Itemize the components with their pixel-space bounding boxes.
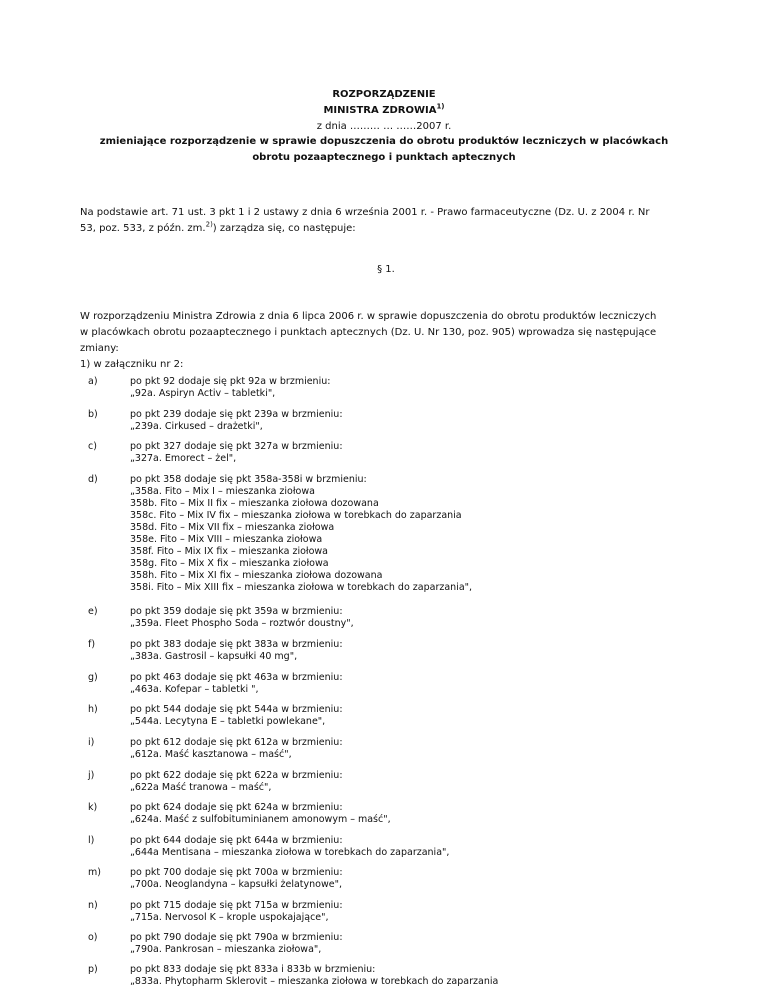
item-line: „644a Mentisana – mieszanka ziołowa w torebkach do zaparzania", (130, 847, 450, 858)
item-line: po pkt 644 dodaje się pkt 644a w brzmieniu: (130, 835, 343, 846)
intro-line-2-end: ) zarządza się, co następuje: (212, 223, 356, 234)
item-line: po pkt 624 dodaje się pkt 624a w brzmieniu: (130, 802, 343, 813)
item-line: 358b. Fito – Mix II fix – mieszanka ziołowa dozowana (130, 498, 379, 509)
item-line: po pkt 700 dodaje się pkt 700a w brzmieniu: (130, 867, 343, 878)
item-line: „327a. Emorect – żel", (130, 453, 237, 464)
item-line: „383a. Gastrosil – kapsułki 40 mg", (130, 651, 298, 662)
item-letter: p) (88, 964, 98, 975)
item-letter: g) (88, 672, 98, 683)
item-line: 358i. Fito – Mix XIII fix – mieszanka ziołowa w torebkach do zaparzania", (130, 582, 473, 593)
item-line: „622a Maść tranowa – maść", (130, 782, 272, 793)
point-1: 1) w załączniku nr 2: (80, 359, 184, 370)
item-line: po pkt 92 dodaje się pkt 92a w brzmieniu: (130, 376, 331, 387)
intro-footnote-ref: 2) (205, 220, 213, 229)
subject-line-2: obrotu pozaaptecznego i punktach aptecznych (252, 152, 516, 163)
item-line: „544a. Lecytyna E – tabletki powlekane", (130, 716, 326, 727)
item-line: po pkt 790 dodaje się pkt 790a w brzmieniu: (130, 932, 343, 943)
intro-line-2 (80, 221, 692, 237)
item-line: „715a. Nervosol K – krople uspokajające", (130, 912, 329, 923)
item-line: 358f. Fito – Mix IX fix – mieszanka ziołowa (130, 546, 329, 557)
item-line: „239a. Cirkused – drażetki", (130, 421, 263, 432)
item-line: „359a. Fleet Phospho Soda – roztwór doustny", (130, 618, 354, 629)
item-letter: l) (88, 835, 95, 846)
item-line: po pkt 622 dodaje się pkt 622a w brzmieniu: (130, 770, 343, 781)
item-line: „612a. Maść kasztanowa – maść", (130, 749, 292, 760)
item-line: 358g. Fito – Mix X fix – mieszanka ziołowa (130, 558, 329, 569)
item-line: po pkt 612 dodaje się pkt 612a w brzmieniu: (130, 737, 343, 748)
subtitle-footnote-ref: 1) (436, 102, 445, 111)
item-letter: h) (88, 704, 98, 715)
item-line: „833a. Phytopharm Sklerovit – mieszanka ziołowa w torebkach do zaparzania (130, 976, 499, 987)
intro-line-2-text: 53, poz. 533, z późn. zm. (80, 223, 206, 234)
item-line: „700a. Neoglandyna – kapsułki żelatynowe", (130, 879, 342, 890)
date-line: z dnia ……… … ……2007 r. (316, 121, 452, 132)
subtitle-text: MINISTRA ZDROWIA (323, 105, 437, 116)
item-letter: f) (88, 639, 96, 650)
item-line: po pkt 463 dodaje się pkt 463a w brzmieniu: (130, 672, 343, 683)
item-line: 358c. Fito – Mix IV fix – mieszanka ziołowa w torebkach do zaparzania (130, 510, 462, 521)
item-line: po pkt 239 dodaje się pkt 239a w brzmieniu: (130, 409, 343, 420)
item-line: 358h. Fito – Mix XI fix – mieszanka ziołowa dozowana (130, 570, 383, 581)
subject-line-1: zmieniające rozporządzenie w sprawie dopuszczenia do obrotu produktów leczniczych w placówkach (99, 136, 669, 147)
item-line: „463a. Kofepar – tabletki ", (130, 684, 259, 695)
item-letter: k) (88, 802, 98, 813)
intro-paragraph (80, 205, 692, 237)
body-line-1: W rozporządzeniu Ministra Zdrowia z dnia 6 lipca 2006 r. w sprawie dopuszczenia do obrotu produktów leczniczych (80, 311, 657, 322)
item-line: po pkt 359 dodaje się pkt 359a w brzmieniu: (130, 606, 343, 617)
item-letter: n) (88, 900, 98, 911)
item-line: po pkt 715 dodaje się pkt 715a w brzmieniu: (130, 900, 343, 911)
section-marker: § 1. (377, 264, 395, 275)
body-paragraph (80, 309, 692, 357)
item-letter: e) (88, 606, 98, 617)
document-title: ROZPORZĄDZENIE (332, 89, 436, 100)
item-letter: j) (88, 770, 95, 781)
item-line: po pkt 383 dodaje się pkt 383a w brzmieniu: (130, 639, 343, 650)
item-letter: o) (88, 932, 98, 943)
item-letter: m) (88, 867, 101, 878)
item-letter: b) (88, 409, 98, 420)
item-line: „92a. Aspiryn Activ – tabletki", (130, 388, 276, 399)
item-line: po pkt 544 dodaje się pkt 544a w brzmieniu: (130, 704, 343, 715)
item-line: po pkt 327 dodaje się pkt 327a w brzmieniu: (130, 441, 343, 452)
item-line: po pkt 358 dodaje się pkt 358a-358i w brzmieniu: (130, 474, 367, 485)
item-line: po pkt 833 dodaje się pkt 833a i 833b w brzmieniu: (130, 964, 376, 975)
document-subtitle (0, 103, 768, 119)
item-line: „790a. Pankrosan – mieszanka ziołowa", (130, 944, 322, 955)
item-line: „624a. Maść z sulfobituminianem amonowym – maść", (130, 814, 391, 825)
intro-line-1: Na podstawie art. 71 ust. 3 pkt 1 i 2 ustawy z dnia 6 września 2001 r. - Prawo farmaceutyczne (Dz. U. z 2004 r. Nr (80, 207, 650, 218)
item-line: „358a. Fito – Mix I – mieszanka ziołowa (130, 486, 315, 497)
item-letter: c) (88, 441, 97, 452)
body-line-3: zmiany: (80, 343, 119, 354)
item-line: 358d. Fito – Mix VII fix – mieszanka ziołowa (130, 522, 335, 533)
item-line: 358e. Fito – Mix VIII – mieszanka ziołowa (130, 534, 323, 545)
item-letter: i) (88, 737, 95, 748)
body-line-2: w placówkach obrotu pozaaptecznego i punktach aptecznych (Dz. U. Nr 130, poz. 905) wprowadza się następujące (80, 327, 657, 338)
item-letter: d) (88, 474, 98, 485)
item-letter: a) (88, 376, 98, 387)
